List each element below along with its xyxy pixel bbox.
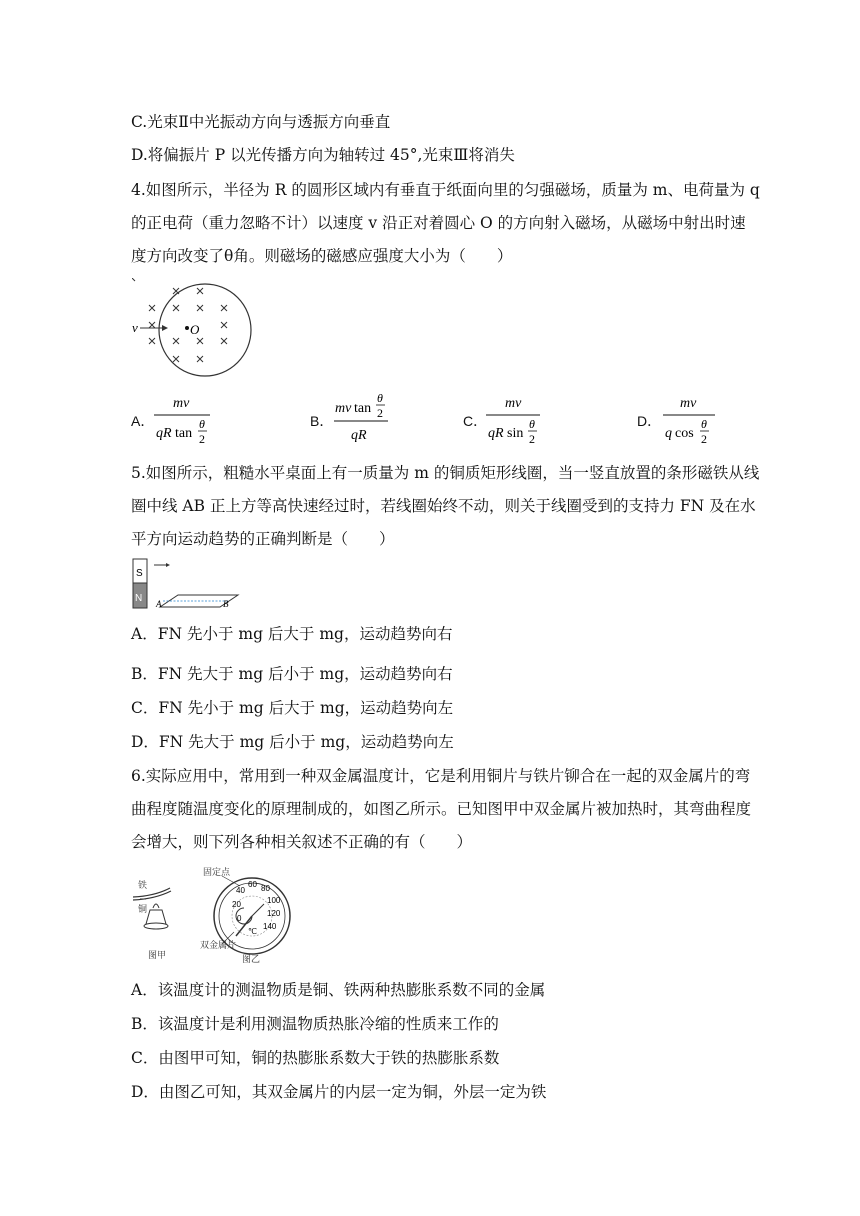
fig6-caption-b: 图乙 bbox=[242, 954, 261, 964]
svg-text:2: 2 bbox=[701, 432, 707, 446]
svg-text:2: 2 bbox=[377, 406, 383, 420]
svg-text:qR: qR bbox=[351, 428, 367, 443]
svg-text:mv: mv bbox=[680, 396, 697, 411]
svg-text:θ: θ bbox=[199, 417, 205, 431]
fig6-tick-40: 40 bbox=[236, 886, 245, 895]
fig6-iron-label: 铁 bbox=[138, 880, 148, 890]
coil-b-label: B bbox=[223, 599, 229, 609]
fig4-v-label: v bbox=[132, 320, 138, 335]
q3-option-d: D.将偏振片 P 以光传播方向为轴转过 45°,光束Ⅲ将消失 bbox=[131, 146, 515, 164]
svg-text:qR: qR bbox=[156, 426, 172, 441]
q5-stem-2: 圈中线 AB 正上方等高快速经过时，若线圈始终不动，则关于线圈受到的支持力 FN 及在水 bbox=[131, 497, 756, 515]
q5-option-d: D．FN 先大于 mg 后小于 mg，运动趋势向左 bbox=[131, 733, 454, 751]
fig6-tick-100: 100 bbox=[267, 896, 281, 905]
q5-figure bbox=[130, 557, 240, 617]
q5-option-a: A．FN 先小于 mg 后大于 mg，运动趋势向右 bbox=[131, 625, 453, 643]
fig6-tick-60: 60 bbox=[248, 880, 257, 889]
q5-option-c: C．FN 先小于 mg 后大于 mg，运动趋势向左 bbox=[131, 699, 454, 717]
svg-text:θ: θ bbox=[701, 417, 707, 431]
q6-stem-1: 6.实际应用中，常用到一种双金属温度计，它是利用铜片与铁片铆合在一起的双金属片的弯 bbox=[131, 767, 751, 785]
fig6-bimetal-label: 双金属片 bbox=[200, 940, 237, 950]
q4-option-d-formula bbox=[661, 391, 731, 447]
fig6-tick-140: 140 bbox=[263, 922, 277, 931]
fig6-caption-a: 图甲 bbox=[148, 950, 167, 960]
svg-text:θ: θ bbox=[377, 391, 383, 405]
svg-text:mv: mv bbox=[505, 396, 522, 411]
q4-option-c-formula bbox=[484, 391, 554, 447]
q6-stem-2: 曲程度随温度变化的原理制成的，如图乙所示。已知图甲中双金属片被加热时，其弯曲程度 bbox=[131, 800, 752, 818]
fig6-copper-label: 铜 bbox=[138, 904, 148, 914]
fig6-unit: ℃ bbox=[248, 927, 257, 936]
svg-text:mv: mv bbox=[173, 396, 190, 411]
svg-text:2: 2 bbox=[199, 432, 205, 446]
q4-option-a-formula bbox=[152, 391, 222, 447]
fig6-fixed-point-label: 固定点 bbox=[203, 867, 231, 877]
q4-figure bbox=[132, 278, 262, 388]
svg-text:2: 2 bbox=[529, 432, 535, 446]
q4-option-b-formula bbox=[332, 388, 402, 444]
magnet-n-label: N bbox=[135, 593, 143, 604]
svg-text:sin: sin bbox=[507, 426, 524, 441]
svg-text:mv: mv bbox=[335, 401, 352, 416]
q6-figure bbox=[130, 866, 310, 966]
svg-text:qR: qR bbox=[488, 426, 504, 441]
q6-option-a: A．该温度计的测温物质是铜、铁两种热膨胀系数不同的金属 bbox=[131, 981, 546, 999]
q5-stem-3: 平方向运动趋势的正确判断是（ ） bbox=[131, 530, 395, 548]
svg-text:q: q bbox=[665, 426, 672, 441]
q6-option-b: B．该温度计是利用测温物质热胀冷缩的性质来工作的 bbox=[131, 1015, 499, 1033]
fig4-o-label: O bbox=[190, 322, 200, 337]
q4-stem-2: 的正电荷（重力忽略不计）以速度 v 沿正对着圆心 O 的方向射入磁场，从磁场中射出时速 bbox=[131, 214, 746, 232]
q6-option-c: C．由图甲可知，铜的热膨胀系数大于铁的热膨胀系数 bbox=[131, 1049, 500, 1067]
q5-option-b: B．FN 先大于 mg 后小于 mg，运动趋势向右 bbox=[131, 665, 453, 683]
q4-stem-3: 度方向改变了θ角。则磁场的磁感应强度大小为（ ） bbox=[131, 247, 513, 265]
svg-text:cos: cos bbox=[675, 426, 694, 441]
svg-text:θ: θ bbox=[529, 417, 535, 431]
q6-stem-3: 会增大，则下列各种相关叙述不正确的有（ ） bbox=[131, 833, 473, 851]
q4-option-d-label: D． bbox=[637, 413, 662, 429]
q3-option-c: C.光束Ⅱ中光振动方向与透振方向垂直 bbox=[131, 113, 391, 131]
fig6-tick-80: 80 bbox=[261, 884, 270, 893]
fig6-tick-20: 20 bbox=[232, 900, 241, 909]
q5-stem-1: 5.如图所示，粗糙水平桌面上有一质量为 m 的铜质矩形线圈，当一竖直放置的条形磁铁从线 bbox=[131, 464, 760, 482]
fig6-tick-0: 0 bbox=[237, 914, 242, 923]
q4-option-a-label: A． bbox=[131, 413, 155, 429]
q4-option-c-label: C． bbox=[463, 413, 488, 429]
fig6-tick-120: 120 bbox=[267, 909, 281, 918]
svg-text:tan: tan bbox=[354, 401, 372, 416]
q4-stem-1: 4.如图所示，半径为 R 的圆形区域内有垂直于纸面向里的匀强磁场，质量为 m、电荷量为 q bbox=[131, 181, 760, 199]
coil-a-label: A bbox=[156, 599, 162, 609]
q4-option-b-label: B． bbox=[310, 413, 334, 429]
q6-option-d: D．由图乙可知，其双金属片的内层一定为铜，外层一定为铁 bbox=[131, 1083, 547, 1101]
magnet-s-label: S bbox=[136, 568, 143, 579]
svg-text:tan: tan bbox=[175, 426, 193, 441]
